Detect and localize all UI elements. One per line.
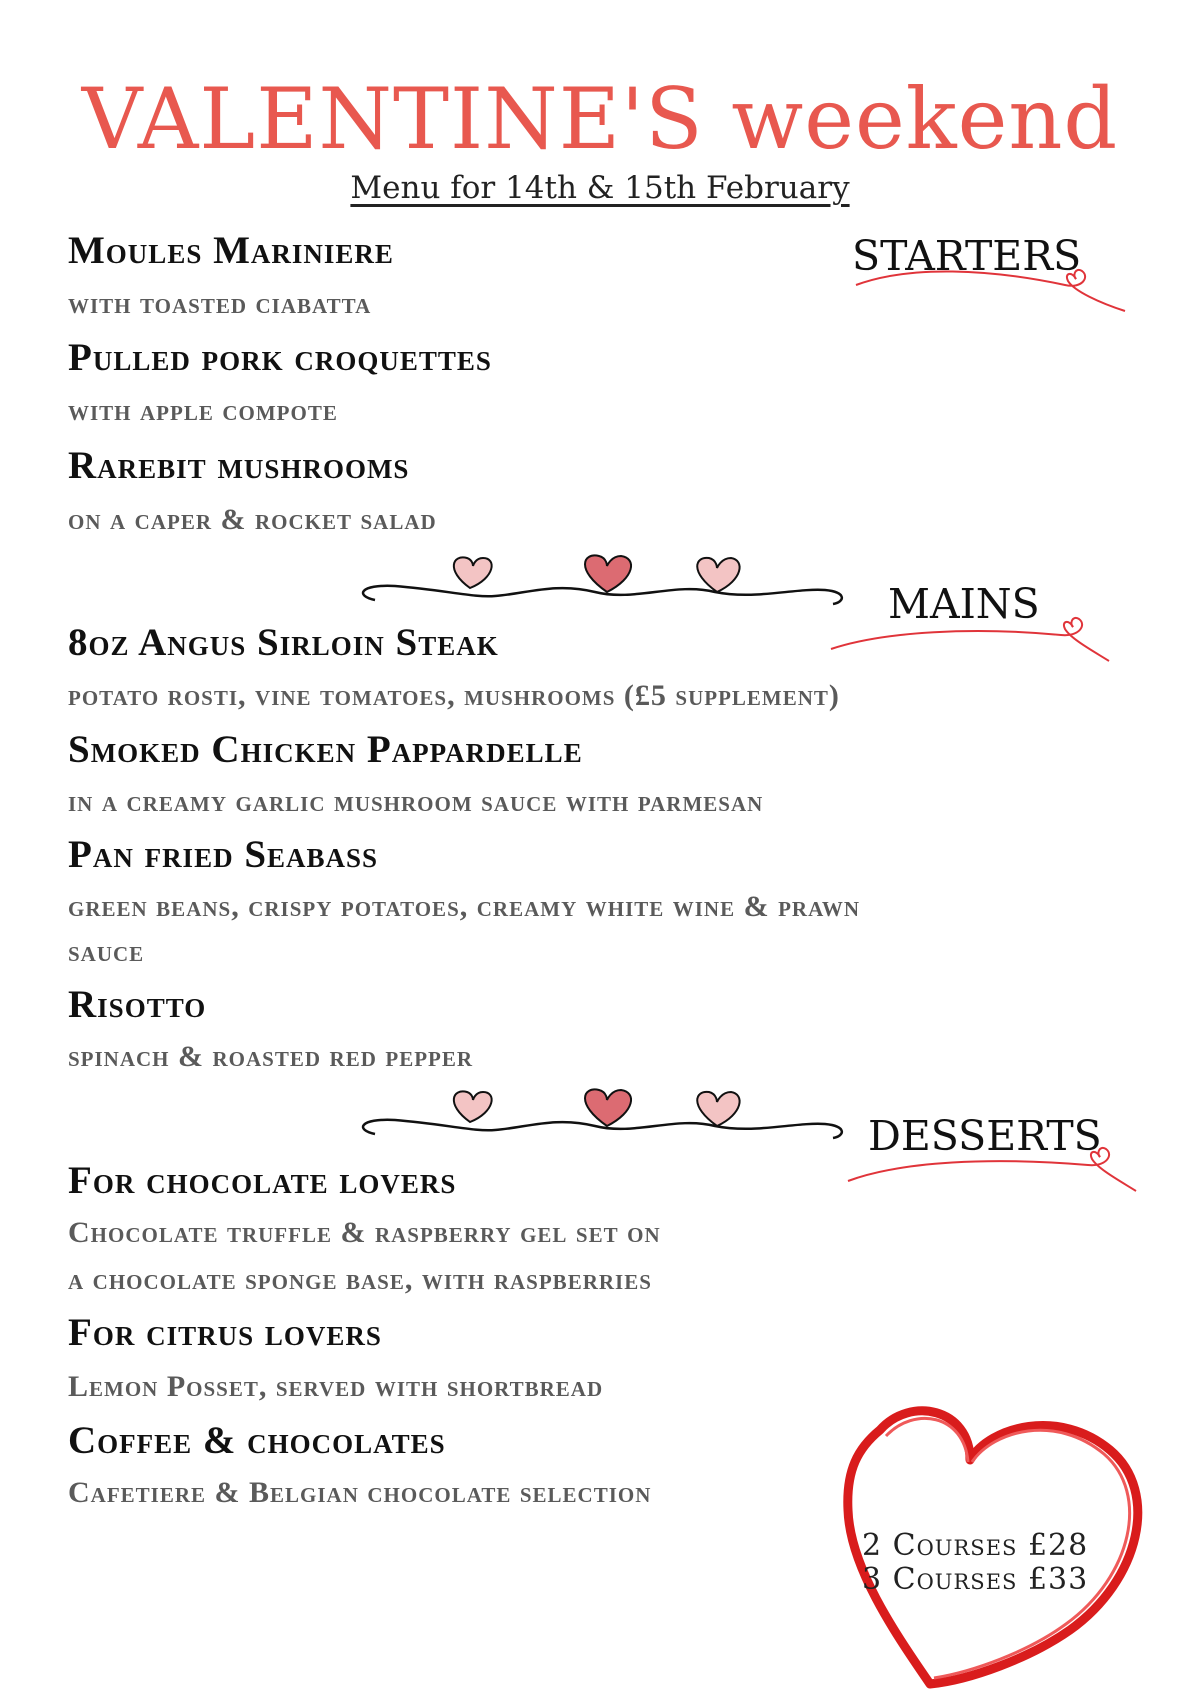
dish-name: Smoked Chicken Pappardelle xyxy=(68,728,583,771)
dish-description: Chocolate truffle & raspberry gel set on xyxy=(68,1216,661,1249)
starters-heart-swash-icon xyxy=(850,255,1130,315)
desserts-heart-swash-icon xyxy=(842,1135,1142,1195)
dish-description: Cafetiere & Belgian chocolate selection xyxy=(68,1476,652,1509)
page-subtitle xyxy=(0,170,1200,206)
dish-name: For citrus lovers xyxy=(68,1311,382,1354)
dish-description: Lemon Posset, served with shortbread xyxy=(68,1370,604,1403)
dish-name: Coffee & chocolates xyxy=(68,1419,446,1462)
mains-heart-swash-icon xyxy=(825,605,1115,665)
page-title: VALENTINE'S weekend xyxy=(81,70,1119,168)
dish-name: Moules Mariniere xyxy=(68,229,394,272)
price-two-courses: 2 Courses £28 xyxy=(862,1528,1089,1563)
dish-name: Pulled pork croquettes xyxy=(68,336,492,379)
dish-name: 8oz Angus Sirloin Steak xyxy=(68,621,499,664)
hearts-divider-icon xyxy=(355,1082,855,1152)
dish-name: Rarebit mushrooms xyxy=(68,444,410,487)
dish-description: green beans, crispy potatoes, creamy white wine & prawn xyxy=(68,890,861,923)
dish-description-continued: sauce xyxy=(68,935,145,968)
dish-description: in a creamy garlic mushroom sauce with parmesan xyxy=(68,785,764,818)
section-heading-desserts: DESSERTS xyxy=(868,1112,1102,1160)
section-heading-starters: STARTERS xyxy=(852,232,1082,280)
subtitle-text: Menu for 14th & 15th February xyxy=(350,170,850,206)
price-three-courses: 3 Courses £33 xyxy=(862,1562,1089,1597)
dish-name: Risotto xyxy=(68,983,207,1026)
dish-name: For chocolate lovers xyxy=(68,1159,457,1202)
dish-name: Pan fried Seabass xyxy=(68,833,379,876)
dish-description: on a caper & rocket salad xyxy=(68,503,437,536)
dish-description: potato rosti, vine tomatoes, mushrooms (£5 supplement) xyxy=(68,679,840,712)
dish-description: spinach & roasted red pepper xyxy=(68,1040,474,1073)
dish-description: with toasted ciabatta xyxy=(68,287,372,320)
section-heading-mains: MAINS xyxy=(888,580,1040,628)
dish-description-continued: a chocolate sponge base, with raspberries xyxy=(68,1263,652,1296)
hearts-divider-icon xyxy=(355,548,855,618)
dish-description: with apple compote xyxy=(68,394,338,427)
